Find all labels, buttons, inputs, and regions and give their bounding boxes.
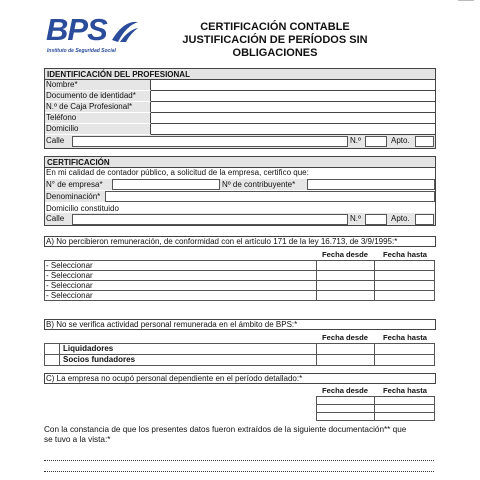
- section-a-select-label: - Seleccionar: [46, 271, 93, 280]
- section-a-col-hasta: Fecha hasta: [383, 250, 427, 259]
- certificacion-heading: CERTIFICACIÓN: [45, 157, 435, 168]
- section-c-col-desde: Fecha desde: [321, 386, 368, 395]
- section-c-hasta-field-3[interactable]: [374, 412, 435, 421]
- section-a-hasta-field[interactable]: [374, 290, 435, 301]
- profesional-calle-field[interactable]: [72, 136, 348, 147]
- certificacion-intro: En mi calidad de contador público, a solicitud de la empresa, certifico que:: [46, 168, 309, 177]
- calle-label: Calle: [46, 214, 65, 223]
- profesional-field-label: Nombre*: [46, 80, 78, 89]
- apto-label: Apto.: [391, 136, 410, 145]
- section-b-row-label-cell: [59, 354, 317, 366]
- section-b-col-hasta: Fecha hasta: [383, 333, 427, 342]
- nro-empresa-label: N° de empresa*: [46, 180, 103, 189]
- profesional-field-row: [45, 80, 435, 91]
- profesional-heading: IDENTIFICACIÓN DEL PROFESIONAL: [45, 69, 435, 80]
- section-a-select-label: - Seleccionar: [46, 281, 93, 290]
- section-b-col-desde: Fecha desde: [321, 333, 368, 342]
- section-a-select[interactable]: [44, 290, 317, 301]
- section-a-heading: A) No percibieron remuneración, de conformidad con el artículo 171 de la ley 16.713, de 3/9/1995:*: [46, 237, 398, 246]
- profesional-field-row: [45, 124, 435, 135]
- certificacion-numero-field[interactable]: [365, 214, 387, 225]
- profesional-field-label: N.º de Caja Profesional*: [46, 102, 133, 111]
- denominacion-label: Denominación*: [46, 192, 101, 201]
- section-c-heading-box: [44, 373, 436, 384]
- profesional-field-input[interactable]: [151, 91, 435, 102]
- section-b-hasta-field[interactable]: [374, 354, 435, 366]
- profesional-address-row: [45, 135, 435, 148]
- section-c-col-hasta: Fecha hasta: [383, 386, 427, 395]
- logo-text: BPS: [46, 12, 107, 47]
- profesional-field-input[interactable]: [151, 80, 435, 91]
- profesional-field-row: [45, 91, 435, 102]
- section-a-select-label: - Seleccionar: [46, 261, 93, 270]
- section-b-heading: B) No se verifica actividad personal remunerada en el ámbito de BPS:*: [46, 320, 298, 329]
- certificacion-calle-field[interactable]: [72, 214, 348, 225]
- profesional-field-row: [45, 102, 435, 113]
- documentacion-line-2[interactable]: [44, 471, 434, 472]
- calle-label: Calle: [46, 136, 65, 145]
- apto-label: Apto.: [391, 214, 410, 223]
- section-c-desde-field-3[interactable]: [316, 412, 375, 421]
- domicilio-constituido-label: Domicilio constituido: [46, 204, 119, 213]
- profesional-field-input[interactable]: [151, 113, 435, 124]
- numero-label: N.º: [350, 136, 361, 145]
- section-a-col-desde: Fecha desde: [321, 250, 368, 259]
- profesional-field-label: Teléfono: [46, 113, 77, 122]
- section-b-checkbox[interactable]: [44, 354, 60, 366]
- section-a-select-label: - Seleccionar: [46, 291, 93, 300]
- profesional-field-label: Domicilio: [46, 124, 79, 133]
- section-a-desde-field[interactable]: [316, 290, 375, 301]
- certificacion-apto-field[interactable]: [415, 214, 434, 225]
- section-b-row-label: Liquidadores: [63, 344, 114, 353]
- constancia-line-1: Con la constancia de que los presentes datos fueron extraídos de la siguiente documentación** que: [44, 425, 407, 434]
- section-b-desde-field[interactable]: [316, 354, 375, 366]
- bps-logo: [44, 14, 144, 58]
- profesional-field-label: Documento de identidad*: [46, 91, 136, 100]
- profesional-field-input[interactable]: [151, 124, 435, 135]
- constancia-line-2: se tuvo a la vista:*: [44, 435, 111, 444]
- profesional-section: [44, 68, 436, 149]
- form-title: CERTIFICACIÓN CONTABLE: [200, 21, 350, 33]
- section-b-row-label: Socios fundadores: [63, 355, 136, 364]
- profesional-field-input[interactable]: [151, 102, 435, 113]
- section-b-heading-box: [44, 319, 436, 330]
- section-a-heading-box: [44, 236, 436, 247]
- profesional-numero-field[interactable]: [365, 136, 387, 147]
- denominacion-field[interactable]: [105, 191, 435, 202]
- nro-contribuyente-field[interactable]: [307, 179, 435, 190]
- logo-swoosh-icon: [110, 18, 140, 44]
- form-subtitle: JUSTIFICACIÓN DE PERÍODOS SIN OBLIGACIONES: [182, 34, 368, 59]
- page-corner-mark: [458, 0, 474, 4]
- numero-label: N.º: [350, 214, 361, 223]
- certificacion-section: [44, 156, 436, 226]
- section-c-heading: C) La empresa no ocupó personal dependiente en el período detallado:*: [46, 374, 303, 383]
- profesional-field-row: [45, 113, 435, 124]
- documentacion-line-1[interactable]: [44, 460, 434, 461]
- nro-contribuyente-label: Nº de contribuyente*: [222, 180, 296, 189]
- logo-subtitle: Instituto de Seguridad Social: [47, 48, 116, 54]
- profesional-apto-field[interactable]: [415, 136, 434, 147]
- nro-empresa-field[interactable]: [112, 179, 220, 190]
